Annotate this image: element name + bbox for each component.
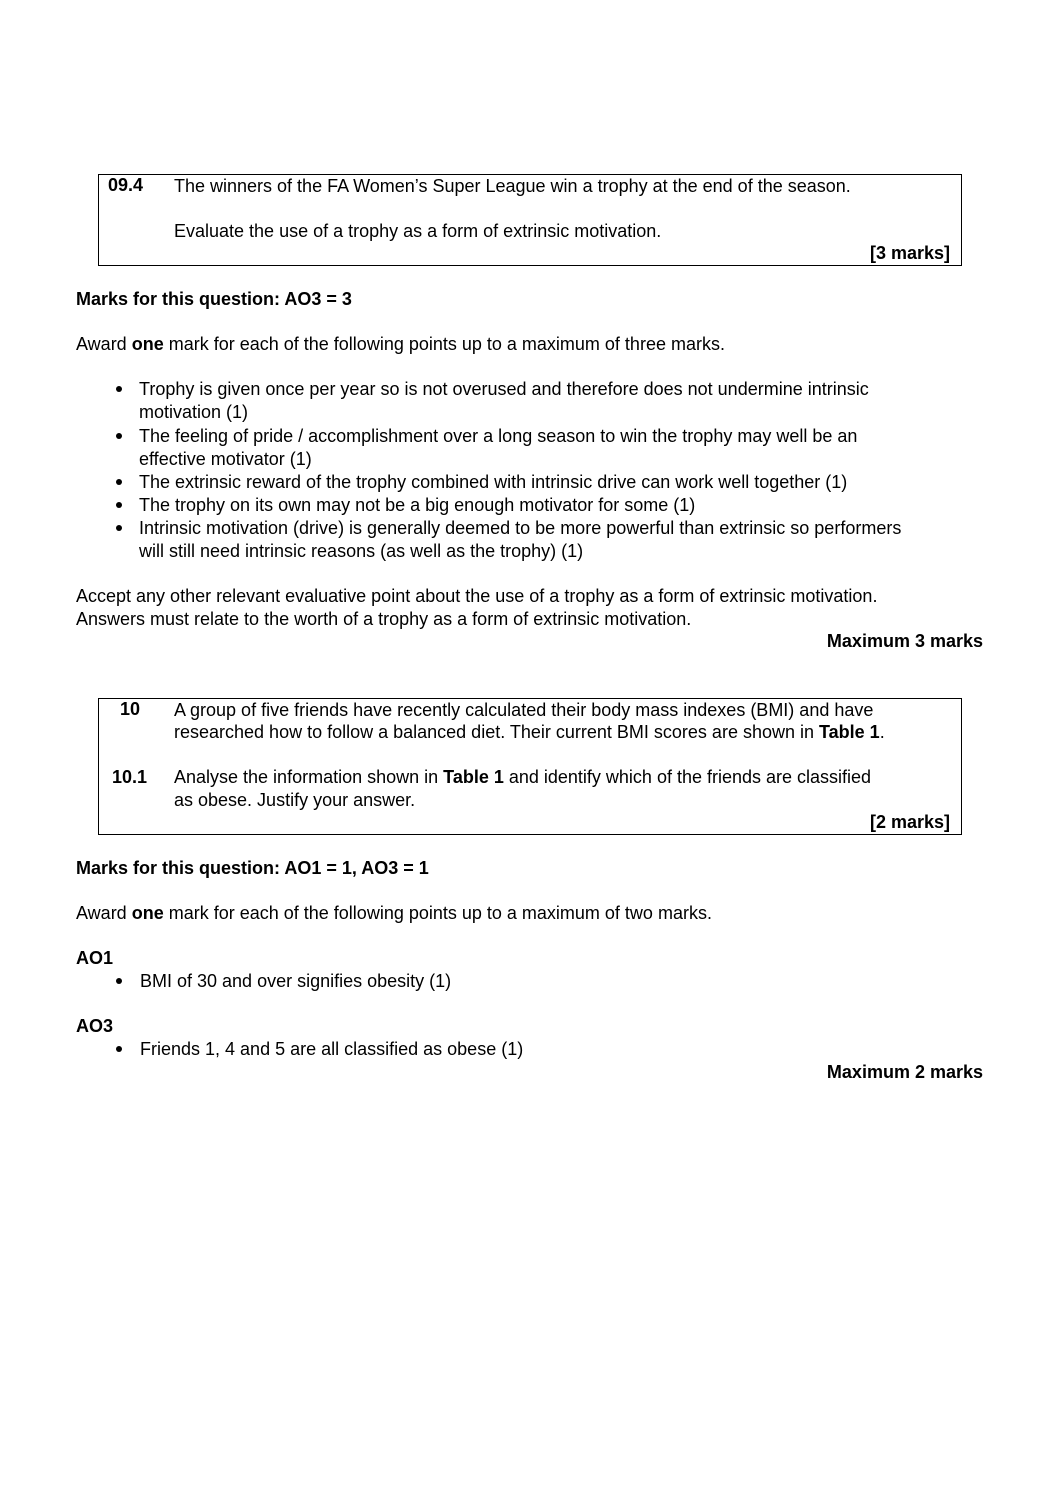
award-instruction [76, 333, 725, 356]
ao3-label: AO3 [76, 1016, 114, 1036]
text: and identify which of the friends are classified [503, 767, 872, 787]
text: researched how to follow a balanced diet. Their current BMI scores are shown in [174, 722, 819, 742]
table-reference: Table 1 [819, 722, 880, 742]
award-text: mark for each of the following points up to a maximum of two marks. [163, 903, 712, 923]
table-reference: Table 1 [443, 767, 504, 787]
accept-note: Accept any other relevant evaluative point about the use of a trophy as a form of extrinsic motivation. [76, 586, 878, 606]
list-item: The trophy on its own may not be a big enough motivator for some (1) [139, 495, 696, 515]
award-text: Award [76, 903, 132, 923]
list-item-cont: will still need intrinsic reasons (as well as the trophy) (1) [139, 541, 584, 561]
question-marks: [3 marks] [869, 243, 950, 263]
award-text: Award [76, 334, 132, 354]
question-instruction: Evaluate the use of a trophy as a form of extrinsic motivation. [174, 221, 662, 241]
bullet-icon [116, 502, 122, 508]
list-item: Trophy is given once per year so is not overused and therefore does not undermine intrinsic [139, 379, 869, 399]
award-text: mark for each of the following points up to a maximum of three marks. [163, 334, 725, 354]
award-emphasis: one [131, 334, 164, 354]
list-item: Friends 1, 4 and 5 are all classified as obese (1) [140, 1039, 524, 1059]
list-item: The extrinsic reward of the trophy combined with intrinsic drive can work well together (1) [139, 472, 848, 492]
sub-question-text [174, 766, 871, 789]
bullet-icon [116, 386, 122, 392]
list-item: BMI of 30 and over signifies obesity (1) [140, 971, 452, 991]
bullet-icon [116, 525, 122, 531]
bullet-icon [116, 1046, 122, 1052]
sub-question-number: 10.1 [112, 767, 148, 787]
question-text: The winners of the FA Women’s Super League win a trophy at the end of the season. [174, 176, 851, 196]
marks-heading: Marks for this question: AO3 = 3 [76, 289, 352, 309]
question-number: 10 [120, 699, 141, 719]
maximum-marks: Maximum 3 marks [826, 631, 983, 651]
bullet-icon [116, 433, 122, 439]
award-emphasis: one [131, 903, 164, 923]
list-item-cont: motivation (1) [139, 402, 249, 422]
maximum-marks: Maximum 2 marks [826, 1062, 983, 1082]
ao1-label: AO1 [76, 948, 114, 968]
question-text [174, 721, 885, 744]
marks-heading: Marks for this question: AO1 = 1, AO3 = 1 [76, 858, 429, 878]
list-item-cont: effective motivator (1) [139, 449, 312, 469]
sub-question-text: as obese. Justify your answer. [174, 790, 416, 810]
question-number: 09.4 [108, 175, 144, 195]
accept-note: Answers must relate to the worth of a trophy as a form of extrinsic motivation. [76, 609, 692, 629]
question-text: A group of five friends have recently calculated their body mass indexes (BMI) and have [174, 700, 874, 720]
list-item: The feeling of pride / accomplishment over a long season to win the trophy may well be an [139, 426, 858, 446]
bullet-icon [116, 978, 122, 984]
question-marks: [2 marks] [869, 812, 950, 832]
text: . [879, 722, 885, 742]
text: Analyse the information shown in [174, 767, 444, 787]
bullet-icon [116, 479, 122, 485]
award-instruction [76, 902, 712, 925]
list-item: Intrinsic motivation (drive) is generally deemed to be more powerful than extrinsic so performers [139, 518, 902, 538]
